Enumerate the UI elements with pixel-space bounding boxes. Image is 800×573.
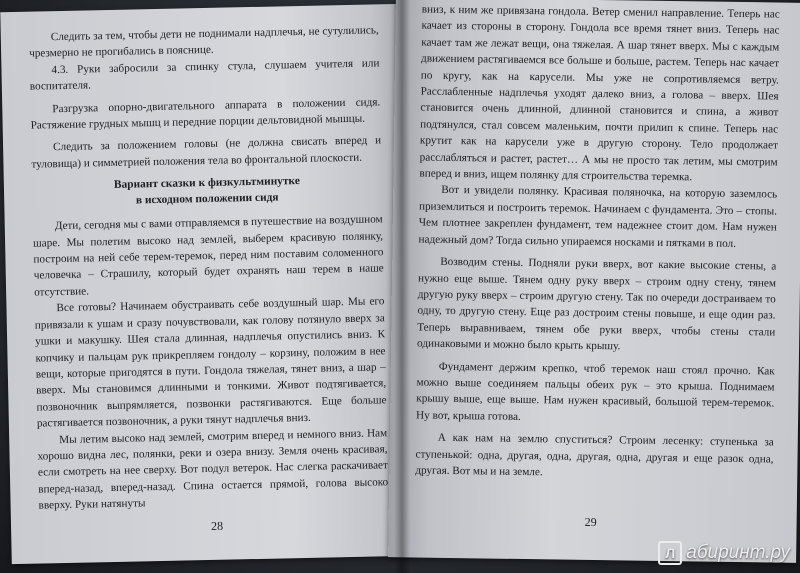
paragraph: Разгрузка опорно-двигательного аппарата в положении сидя. Растяжение грудных мышц и передние порции дельтовидной мышцы.: [30, 95, 381, 132]
paragraph: Дети, сегодня мы с вами отправляемся в путешествие на воздушном шаре. Мы полетим высоко над землей, выберем красивую полянку, построим на ней себе терем-теремок, перед ним поставим соломенного человечка – Страшилу, который будет охранять наш терем в наше отсутствие.: [32, 213, 384, 299]
paragraph: Возводим стены. Подняли руки вверх, вот какие высокие стены, а нужно еще выше. Тянем одну руку вверх – строим одну стену, тянем другую руку вверх – строим другую стену. Так по очереди достраиваем то одну, то другую стену. Еще раз достроим стены повыше, и еще один раз. Теперь выравниваем, тянем обе руки вверх, чтобы стены стали одинаковыми и можно было крыть крышу.: [417, 255, 777, 353]
paragraph: Следить за тем, чтобы дети не поднимали надплечья, не сутулились, чрезмерно не прогибались в пояснице.: [29, 24, 379, 61]
paragraph: Вот и увидели полянку. Красивая поляночка, на которую заземлось приземлиться и построить теремок. Начинаем с фундамента. Это – стопы. Чем плотнее закреплен фундамент, тем надежнее стоит дом. Нам нужен надежный дом? Тогда сильно упираемся носками и пятками в пол.: [418, 184, 778, 250]
paragraph: 4.3. Руки забросили за спинку стула, слушаем учителя или воспитателя.: [29, 57, 380, 93]
paragraph: вниз, к ним же привязана гондола. Ветер сменил направление. Теперь нас качает из стороны в сторону. Гондола все время тянет вниз. Теперь нас качает там же лежат вещи, она тяжелая. А шар тянет вверх. Мы с каждым движением растягиваемся все больше и больше, растем. Теперь нас качает по кругу, как на карусели. Мы уже не сопротивляемся ветру. Расслабленные надплечья уходят далеко вниз, а голова – вверх. Шея становится очень длинной, длинной становится и спина, а живот подтянулся, стал совсем маленьким, почти прилип к спине. Теперь нас крутит как на карусели уже в другую сторону. Тело продолжает расслабляться и растет, растет… А мы не просто так летим, мы смотрим вперед и вниз, ищем полянку для строительства теремка.: [419, 3, 780, 184]
heading-line: Вариант сказки к физкультминутке: [113, 175, 300, 192]
paragraph: Все готовы? Начинаем обустраивать себе воздушный шар. Мы его привязали к ушам и сразу почувствовали, как голову потянуло вверх за ушки и макушку. Шея стала длинная, надплечья опустились вниз. К копчику и пальцам рук прикрепляем гондолу – корзину, положим в нее вещи, которые пригодятся в пути. Гондола тяжелая, тянет вниз, а шар – вверх. Мы становимся длинными и тонкими. Живот подтягивается, позвоночник выпрямляется, позвонки растягиваются. Еще больше растягивается позвоночник, а руки тянут надплечья вниз.: [34, 295, 387, 430]
paragraph: А как нам на землю спуститься? Строим лесенку: ступенька за ступенькой: одна, другая, одна, другая, одна, другая и еще разок одна, другая. Вот мы и на земле.: [415, 431, 774, 479]
book-spine-shadow: [394, 0, 410, 573]
paragraph: Мы летим высоко над землей, смотрим вперед и немного вниз. Нам хорошо видна лес, полянки, реки и озера внизу. Земля очень красивая, если смотреть на нее сверху. Вот подул ветерок. Нас слегка раскачивает вперед-назад, вперед-назад. Спина остается прямой, голова высоко вверху. Руки натянуты: [37, 426, 389, 512]
paragraph: Фундамент держим крепко, чтоб теремок наш стоял прочно. Как можно выше соединяем пальцы обеих рук – это крыша. Поднимаем крышу выше, еще выше. Нам нужен красивый, большой терем-теремок. Ну вот, крыша готова.: [416, 360, 775, 423]
paragraph: Следить за положением головы (не должна свисать вперед и туловища) и симметрией положения тела во фронтальной плоскости.: [31, 134, 382, 171]
heading-line: в исходном положении сидя: [135, 191, 279, 207]
page-number: 28: [210, 518, 224, 533]
left-page-text: [29, 22, 389, 514]
right-page-text: [415, 2, 780, 484]
section-heading: [32, 172, 383, 211]
watermark-text: абиринт.ру: [686, 542, 790, 563]
watermark-logo-icon: Л: [658, 541, 682, 565]
right-page: [388, 0, 800, 563]
left-page: [0, 4, 413, 564]
page-number: 29: [584, 514, 597, 529]
watermark: [658, 541, 790, 565]
